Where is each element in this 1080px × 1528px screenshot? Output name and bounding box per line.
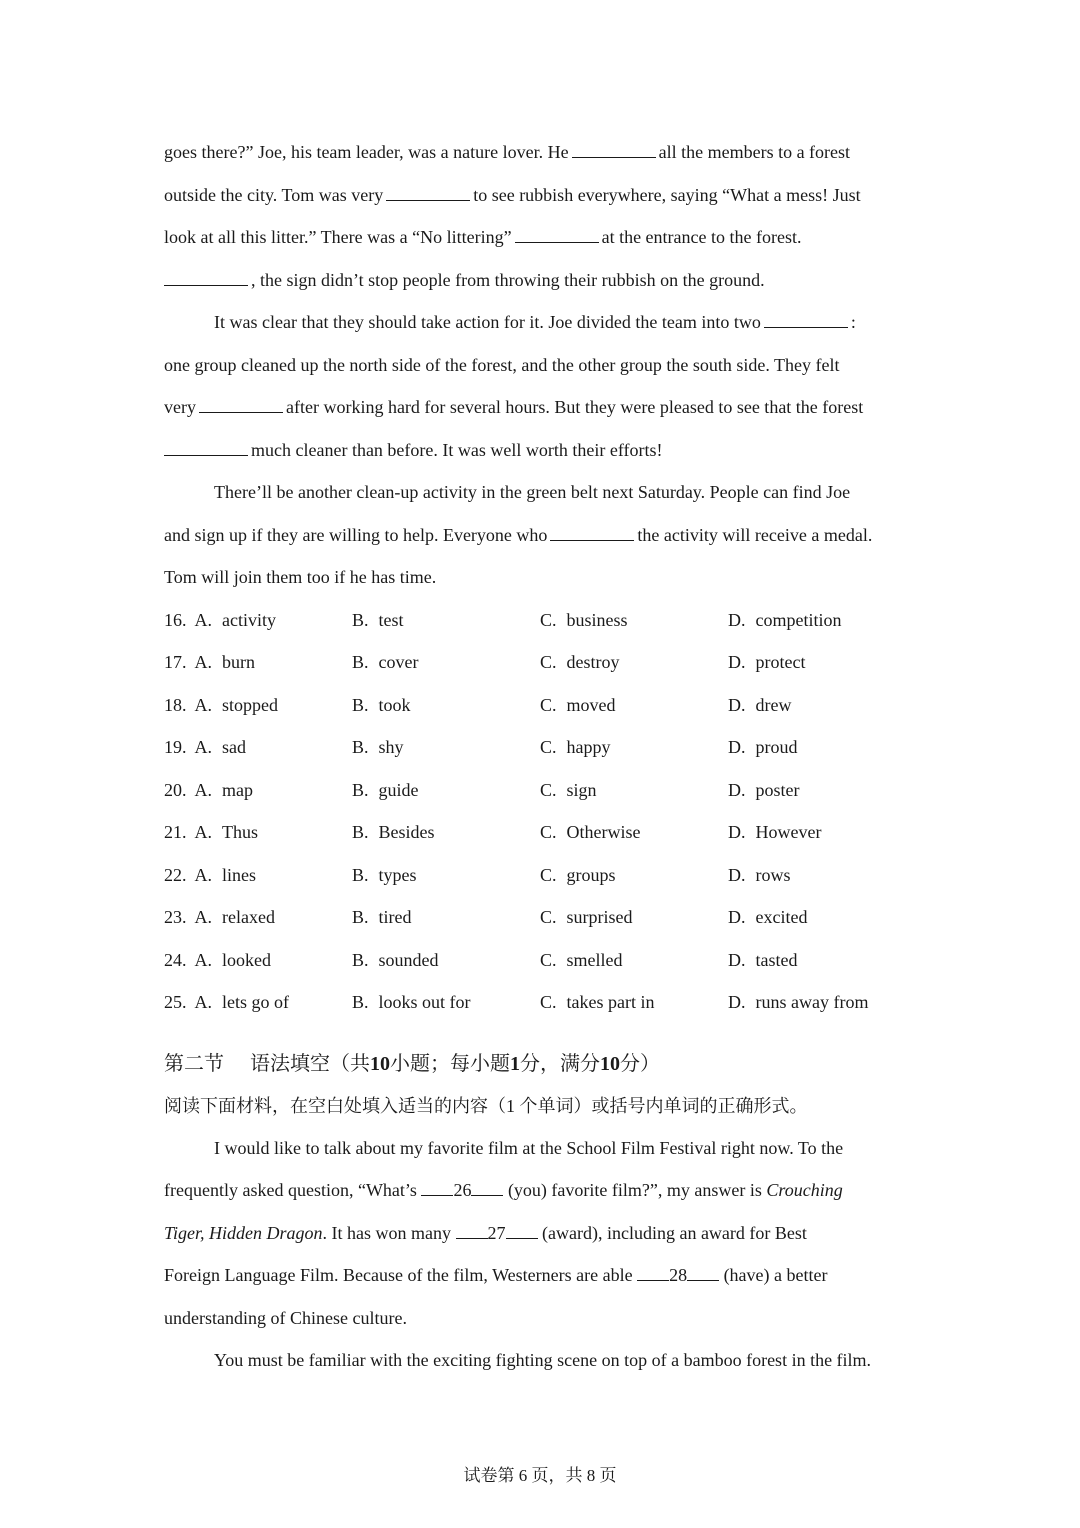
option-letter: C.: [540, 609, 557, 630]
option-letter: B.: [352, 949, 369, 970]
option-c: [540, 981, 728, 1024]
option-c: [540, 769, 728, 812]
option-letter: B.: [352, 737, 369, 757]
option-letter: C.: [540, 694, 557, 715]
option-letter: D.: [728, 907, 746, 927]
question-row: [164, 811, 916, 854]
option-text: happy: [566, 737, 611, 757]
option-text: sad: [222, 737, 246, 757]
option-letter: D.: [728, 652, 746, 672]
answer-blank: [550, 518, 634, 541]
answer-blank-26: 26: [421, 1169, 503, 1212]
section-instruction: 阅读下面材料，在空白处填入适当的内容（1 个单词）或括号内单词的正确形式。: [164, 1095, 808, 1116]
option-c: [540, 599, 728, 642]
option-text: groups: [566, 864, 616, 885]
answer-blank: [199, 390, 283, 413]
passage-line: , the sign didn’t stop people from throwing their rubbish on the ground.: [164, 259, 916, 302]
passage-line: I would like to talk about my favorite film at the School Film Festival right now. To the: [214, 1137, 844, 1158]
question-number: 20.: [164, 779, 187, 800]
option-letter: D.: [728, 779, 746, 800]
option-letter: B.: [352, 652, 369, 672]
option-text: rows: [755, 864, 791, 885]
option-text: map: [222, 779, 253, 800]
option-b: [352, 811, 540, 854]
option-text: sounded: [378, 949, 439, 970]
option-c: [540, 811, 728, 854]
option-d: [728, 811, 916, 854]
option-text: stopped: [222, 694, 278, 715]
passage-line: Foreign Language Film. Because of the film, Westerners are able 28 (have) a better: [164, 1254, 916, 1297]
answer-blank: [164, 263, 248, 286]
page-content: [164, 131, 916, 1382]
question-number: 18.: [164, 694, 187, 715]
option-letter: B.: [352, 907, 369, 927]
option-text: surprised: [566, 907, 633, 927]
option-b: [352, 854, 540, 897]
passage-line: Tom will join them too if he has time.: [164, 567, 437, 587]
page-footer: 试卷第 6 页，共 8 页: [463, 1466, 617, 1485]
option-c: [540, 684, 728, 727]
option-letter: A.: [194, 652, 212, 672]
passage-line: frequently asked question, “What’s 26 (you) favorite film?”, my answer is Crouching: [164, 1169, 916, 1212]
option-text: cover: [378, 652, 419, 672]
question-row: [164, 641, 916, 684]
option-letter: B.: [352, 992, 369, 1012]
option-text: relaxed: [222, 907, 275, 927]
option-d: [728, 896, 916, 939]
answer-blank: [515, 220, 599, 243]
option-letter: D.: [728, 992, 746, 1012]
option-letter: C.: [540, 652, 557, 672]
question-number: 22.: [164, 864, 187, 885]
passage-line: It was clear that they should take action for it. Joe divided the team into two :: [164, 301, 916, 344]
option-letter: B.: [352, 694, 369, 715]
answer-blank: [572, 135, 656, 158]
option-d: [728, 981, 916, 1024]
option-b: [352, 981, 540, 1024]
option-text: tired: [378, 907, 412, 927]
answer-blank-27: 27: [456, 1212, 538, 1255]
option-b: [352, 684, 540, 727]
option-letter: C.: [540, 779, 557, 800]
option-letter: A.: [194, 864, 212, 885]
option-text: guide: [378, 779, 419, 800]
question-number: 19.: [164, 737, 187, 757]
option-text: types: [378, 864, 417, 885]
option-d: [728, 769, 916, 812]
option-c: [540, 896, 728, 939]
option-text: lines: [222, 864, 256, 885]
option-a: [164, 684, 352, 727]
question-number: 21.: [164, 822, 187, 842]
option-letter: C.: [540, 822, 557, 842]
option-d: [728, 641, 916, 684]
option-letter: C.: [540, 864, 557, 885]
option-text: shy: [378, 737, 404, 757]
passage-line: one group cleaned up the north side of the forest, and the other group the south side. They felt: [164, 354, 840, 375]
passage-line: Tiger, Hidden Dragon. It has won many 27 (award), including an award for Best: [164, 1212, 916, 1255]
option-c: [540, 726, 728, 769]
question-number: 17.: [164, 652, 187, 672]
question-row: [164, 726, 916, 769]
option-text: tasted: [755, 949, 798, 970]
option-letter: C.: [540, 992, 557, 1012]
answer-blank: [764, 305, 848, 328]
option-b: [352, 599, 540, 642]
option-b: [352, 641, 540, 684]
option-letter: B.: [352, 779, 369, 800]
question-row: [164, 769, 916, 812]
option-letter: D.: [728, 609, 746, 630]
option-letter: C.: [540, 949, 557, 970]
answer-blank-28: 28: [637, 1254, 719, 1297]
question-number: 24.: [164, 949, 187, 970]
option-text: competition: [755, 609, 842, 630]
passage-line: very after working hard for several hours. But they were pleased to see that the forest: [164, 386, 916, 429]
question-row: [164, 684, 916, 727]
option-text: runs away from: [755, 992, 869, 1012]
option-b: [352, 769, 540, 812]
passage-line: outside the city. Tom was very to see rubbish everywhere, saying “What a mess! Just: [164, 174, 916, 217]
option-a: [164, 939, 352, 982]
option-d: [728, 684, 916, 727]
section-title: 第二节 语法填空（共10小题；每小题1分，满分10分）: [164, 1052, 660, 1075]
option-b: [352, 896, 540, 939]
question-row: [164, 854, 916, 897]
option-c: [540, 939, 728, 982]
option-text: looks out for: [378, 992, 471, 1012]
option-a: [164, 769, 352, 812]
passage-line: look at all this litter.” There was a “No littering” at the entrance to the forest.: [164, 216, 916, 259]
option-a: [164, 854, 352, 897]
option-text: protect: [755, 652, 806, 672]
passage-line: There’ll be another clean-up activity in the green belt next Saturday. People can find Joe: [214, 482, 851, 502]
option-text: sign: [566, 779, 597, 800]
option-text: drew: [755, 694, 792, 715]
option-text: activity: [222, 609, 276, 630]
option-a: [164, 896, 352, 939]
question-options: [164, 599, 916, 1024]
question-row: [164, 599, 916, 642]
answer-blank: [386, 178, 470, 201]
option-a: [164, 811, 352, 854]
passage-line: You must be familiar with the exciting fighting scene on top of a bamboo forest in the film.: [214, 1350, 872, 1370]
question-row: [164, 896, 916, 939]
option-text: Otherwise: [566, 822, 641, 842]
option-letter: C.: [540, 737, 557, 757]
option-letter: A.: [194, 694, 212, 715]
question-row: [164, 981, 916, 1024]
option-text: lets go of: [222, 992, 289, 1012]
option-text: burn: [222, 652, 255, 672]
option-text: Thus: [222, 822, 258, 842]
question-number: 16.: [164, 609, 187, 630]
option-letter: A.: [194, 779, 212, 800]
option-text: business: [566, 609, 628, 630]
question-number: 25.: [164, 992, 187, 1012]
option-letter: D.: [728, 864, 746, 885]
option-letter: D.: [728, 822, 746, 842]
answer-blank: [164, 433, 248, 456]
passage-line: goes there?” Joe, his team leader, was a nature lover. He all the members to a forest: [164, 131, 916, 174]
option-a: [164, 599, 352, 642]
grammar-passage: [164, 1127, 916, 1382]
option-d: [728, 726, 916, 769]
option-text: moved: [566, 694, 616, 715]
option-text: test: [378, 609, 404, 630]
option-letter: A.: [194, 949, 212, 970]
option-letter: A.: [194, 737, 212, 757]
option-letter: B.: [352, 609, 369, 630]
option-text: Besides: [378, 822, 435, 842]
option-letter: A.: [194, 609, 212, 630]
passage-line: and sign up if they are willing to help. Everyone who the activity will receive a medal.: [164, 514, 916, 557]
question-row: [164, 939, 916, 982]
option-letter: A.: [194, 992, 212, 1012]
option-letter: B.: [352, 822, 369, 842]
option-letter: D.: [728, 737, 746, 757]
option-a: [164, 981, 352, 1024]
option-d: [728, 599, 916, 642]
option-letter: B.: [352, 864, 369, 885]
option-letter: D.: [728, 949, 746, 970]
option-letter: D.: [728, 694, 746, 715]
option-text: poster: [755, 779, 800, 800]
cloze-passage: [164, 131, 916, 599]
option-text: However: [755, 822, 822, 842]
option-b: [352, 726, 540, 769]
option-b: [352, 939, 540, 982]
option-text: proud: [755, 737, 798, 757]
option-text: excited: [755, 907, 808, 927]
option-c: [540, 641, 728, 684]
option-text: destroy: [566, 652, 620, 672]
passage-line: understanding of Chinese culture.: [164, 1307, 407, 1328]
option-a: [164, 641, 352, 684]
option-text: looked: [222, 949, 271, 970]
question-number: 23.: [164, 907, 187, 927]
option-a: [164, 726, 352, 769]
option-text: smelled: [566, 949, 623, 970]
option-text: takes part in: [566, 992, 655, 1012]
option-d: [728, 939, 916, 982]
option-letter: A.: [194, 907, 212, 927]
passage-line: much cleaner than before. It was well worth their efforts!: [164, 429, 916, 472]
option-letter: C.: [540, 907, 557, 927]
option-d: [728, 854, 916, 897]
option-letter: A.: [194, 822, 212, 842]
option-c: [540, 854, 728, 897]
option-text: took: [378, 694, 411, 715]
